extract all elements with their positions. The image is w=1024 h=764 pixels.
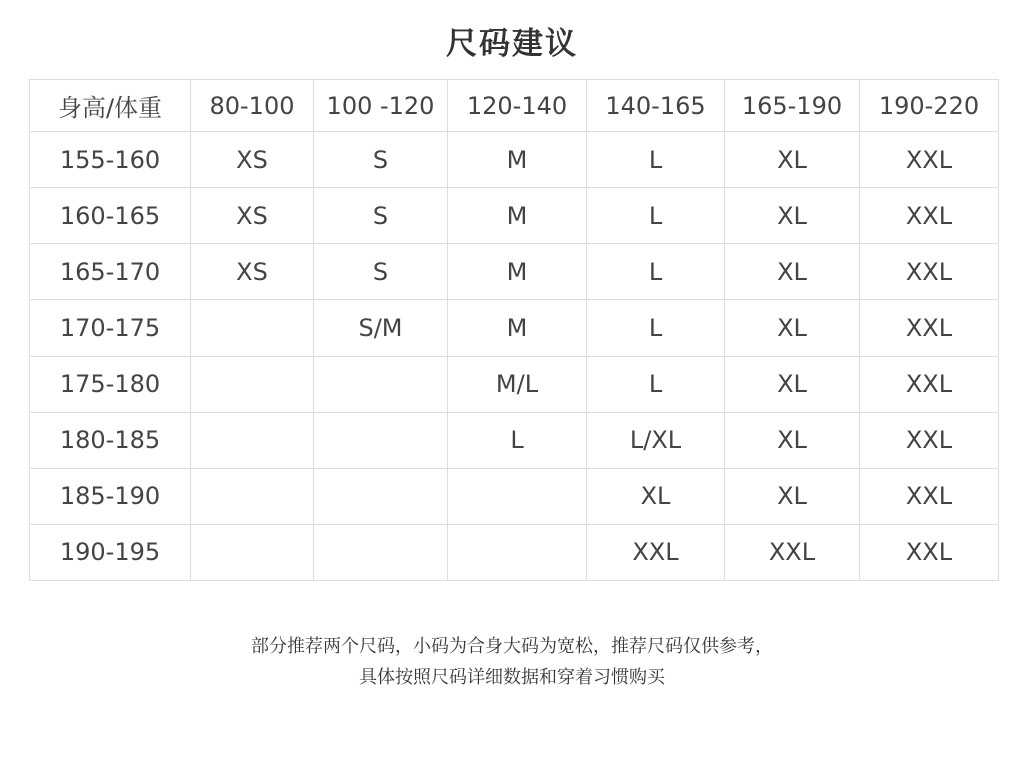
table-cell: XXL <box>860 356 999 412</box>
table-cell: XXL <box>860 132 999 188</box>
header-cell: 80-100 <box>191 80 314 132</box>
table-row <box>30 132 999 188</box>
size-chart-table <box>29 79 999 581</box>
table-cell: M/L <box>448 356 587 412</box>
table-row <box>30 300 999 356</box>
table-cell: XL <box>587 468 725 524</box>
table-cell: XL <box>725 356 860 412</box>
table-cell: M <box>448 188 587 244</box>
header-cell: 190-220 <box>860 80 999 132</box>
table-cell: XL <box>725 132 860 188</box>
table-cell: XXL <box>860 188 999 244</box>
table-cell: 185-190 <box>30 468 191 524</box>
table-cell: M <box>448 132 587 188</box>
table-cell: XXL <box>860 412 999 468</box>
table-cell: M <box>448 244 587 300</box>
table-cell: L <box>587 188 725 244</box>
table-cell <box>191 412 314 468</box>
table-cell: M <box>448 300 587 356</box>
table-cell: 180-185 <box>30 412 191 468</box>
table-cell <box>448 468 587 524</box>
table-cell <box>314 412 448 468</box>
table-cell <box>448 524 587 580</box>
table-cell: XS <box>191 244 314 300</box>
header-cell: 120-140 <box>448 80 587 132</box>
table-cell: 175-180 <box>30 356 191 412</box>
table-row <box>30 468 999 524</box>
table-row <box>30 244 999 300</box>
table-cell: XL <box>725 244 860 300</box>
table-row <box>30 412 999 468</box>
table-cell <box>314 524 448 580</box>
table-cell: L <box>448 412 587 468</box>
table-cell: S <box>314 132 448 188</box>
table-cell: XL <box>725 188 860 244</box>
table-cell: XXL <box>725 524 860 580</box>
table-cell: XXL <box>860 524 999 580</box>
table-cell: 155-160 <box>30 132 191 188</box>
table-cell: L <box>587 132 725 188</box>
size-note-line-1: 部分推荐两个尺码，小码为合身大码为宽松，推荐尺码仅供参考， <box>251 636 773 657</box>
table-row <box>30 188 999 244</box>
table-cell: L <box>587 356 725 412</box>
table-cell: S <box>314 244 448 300</box>
table-cell: 170-175 <box>30 300 191 356</box>
table-cell: XS <box>191 188 314 244</box>
table-cell <box>314 356 448 412</box>
table-cell: XL <box>725 468 860 524</box>
table-cell: XXL <box>860 244 999 300</box>
table-cell: XXL <box>587 524 725 580</box>
table-row <box>30 356 999 412</box>
table-cell <box>191 468 314 524</box>
table-cell: L <box>587 244 725 300</box>
table-cell: 160-165 <box>30 188 191 244</box>
header-cell: 100 -120 <box>314 80 448 132</box>
table-cell: L <box>587 300 725 356</box>
header-cell: 140-165 <box>587 80 725 132</box>
table-cell: XXL <box>860 300 999 356</box>
table-row <box>30 524 999 580</box>
table-cell: 190-195 <box>30 524 191 580</box>
table-cell: 165-170 <box>30 244 191 300</box>
table-cell <box>314 468 448 524</box>
table-cell: XL <box>725 300 860 356</box>
table-header-row <box>30 80 999 132</box>
table-cell <box>191 356 314 412</box>
table-cell <box>191 300 314 356</box>
table-cell: S/M <box>314 300 448 356</box>
table-cell: S <box>314 188 448 244</box>
table-cell: XL <box>725 412 860 468</box>
header-cell: 身高/体重 <box>30 80 191 132</box>
table-cell: L/XL <box>587 412 725 468</box>
header-cell: 165-190 <box>725 80 860 132</box>
table-cell: XXL <box>860 468 999 524</box>
table-cell <box>191 524 314 580</box>
size-note-line-2: 具体按照尺码详细数据和穿着习惯购买 <box>359 667 665 688</box>
table-cell: XS <box>191 132 314 188</box>
page-title: 尺码建议 <box>446 26 578 62</box>
